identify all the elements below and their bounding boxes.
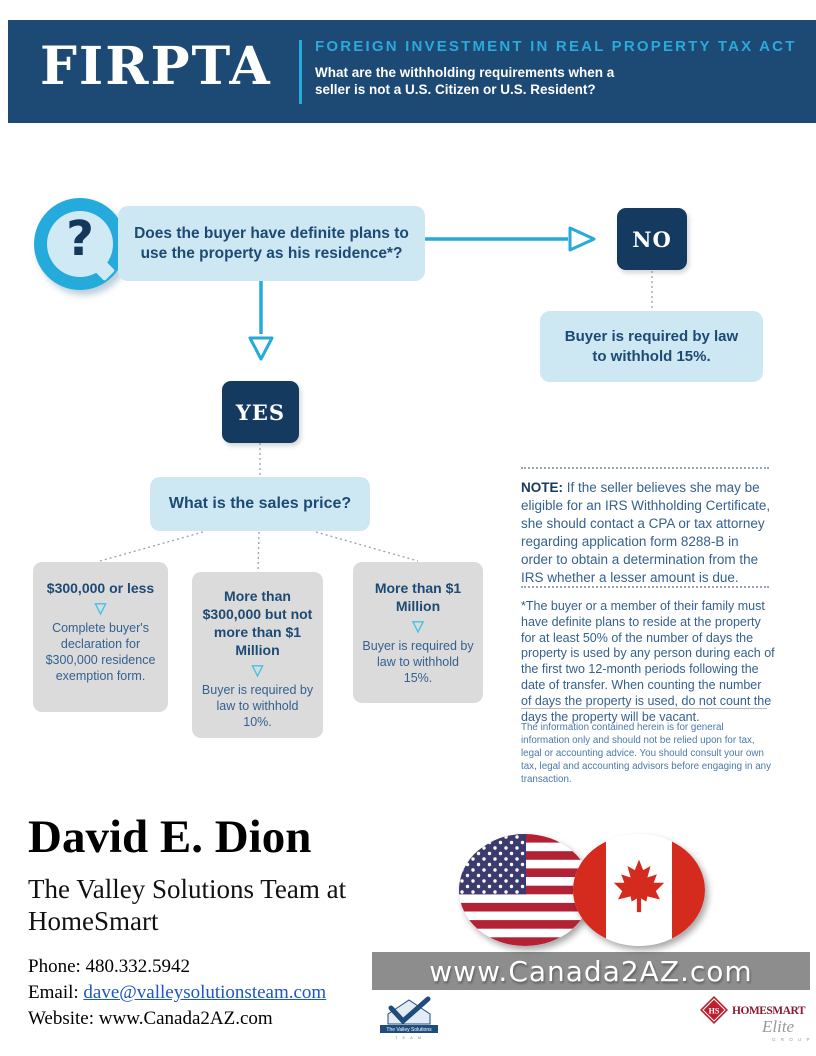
header-text-block	[315, 38, 805, 98]
dotted-separator	[521, 467, 769, 469]
homesmart-elite: Elite	[762, 1017, 795, 1036]
sales-price-question-box: What is the sales price?	[150, 477, 370, 531]
note-text: If the seller believes she may be eligible for an IRS Withholding Certificate, she should contact a CPA or tax attorney regarding application form 8288-B in order to obtain a determination from the IRS whether a lesser amount is due.	[521, 480, 771, 585]
phone-label: Phone:	[28, 956, 86, 977]
thin-separator	[521, 708, 767, 709]
phone-number: 480.332.5942	[85, 956, 191, 977]
down-triangle-icon: ▽	[94, 600, 107, 617]
phone-line	[28, 954, 326, 980]
homesmart-logo	[698, 994, 812, 1048]
branch-box-300k-or-less	[33, 562, 168, 712]
dotted-connector-branch2	[258, 532, 259, 571]
down-triangle-icon: ▽	[412, 618, 424, 635]
dotted-connector-branch3	[316, 532, 418, 561]
down-arrowhead-icon	[250, 338, 272, 359]
note-label: NOTE:	[521, 480, 563, 495]
firpta-brand-title: FIRPTA	[40, 36, 272, 97]
question-mark-icon	[34, 198, 126, 290]
dotted-separator	[521, 586, 769, 588]
branch-box-300k-to-1m	[192, 572, 323, 738]
dotted-connector-branch1	[100, 532, 203, 561]
homesmart-group: G R O U P	[772, 1037, 812, 1042]
homesmart-diamond-monogram: HS	[708, 1006, 720, 1016]
no-result-box: Buyer is required by law to withhold 15%.	[540, 311, 763, 382]
header-subtitle-line1: What are the withholding requirements when a	[315, 65, 615, 80]
no-node: NO	[617, 208, 687, 270]
asterisk-footnote: *The buyer or a member of their family must have definite plans to reside at the property for at least 50% of the number of days the property is used by any person during each of the first two 12-month periods following the date of transfer. When counting the number of days the property is used, do not count the days the property will be vacant.	[521, 599, 775, 724]
branch-heading: More than $1 Million	[374, 580, 462, 614]
branch-body: Buyer is required by law to withhold 15%.	[362, 639, 474, 685]
team-line1: The Valley Solutions Team at	[28, 874, 347, 904]
contact-details	[28, 954, 326, 1032]
website-label: Website:	[28, 1008, 99, 1029]
email-line	[28, 980, 326, 1006]
yes-node: YES	[222, 381, 299, 443]
valley-logo-text: The Valley Solutions	[386, 1027, 432, 1033]
homesmart-name: HOMESMART	[732, 1005, 806, 1017]
header-title: FOREIGN INVESTMENT IN REAL PROPERTY TAX ACT	[315, 38, 797, 55]
agent-name: David E. Dion	[28, 811, 312, 863]
right-arrowhead-icon	[570, 228, 594, 250]
branch-box-over-1m	[353, 562, 483, 703]
note-paragraph	[521, 479, 771, 587]
question-glyph: ?	[66, 211, 94, 267]
valley-logo-subtext: T E A M	[395, 1035, 423, 1040]
website-url: www.Canada2AZ.com	[98, 1008, 273, 1029]
branch-heading: More than $300,000 but not more than $1 Million	[202, 588, 313, 658]
us-flag-icon	[459, 834, 591, 946]
header-banner	[8, 20, 816, 123]
canada-flag-icon	[573, 834, 705, 946]
header-subtitle-line2: seller is not a U.S. Citizen or U.S. Resident?	[315, 82, 596, 97]
branch-body: Complete buyer's declaration for $300,000 residence exemption form.	[45, 621, 156, 683]
team-line2: HomeSmart	[28, 906, 159, 936]
website-banner: www.Canada2AZ.com	[372, 952, 810, 990]
email-link[interactable]: dave@valleysolutionsteam.com	[83, 982, 327, 1003]
branch-heading: $300,000 or less	[46, 580, 155, 596]
header-divider	[299, 40, 302, 104]
email-label: Email:	[28, 982, 84, 1003]
down-triangle-icon: ▽	[251, 662, 264, 679]
website-line	[28, 1006, 326, 1032]
question-box: Does the buyer have definite plans to use the property as his residence*?	[118, 206, 425, 281]
branch-body: Buyer is required by law to withhold 10%.	[201, 683, 314, 729]
disclaimer-paragraph: The information contained herein is for general information only and should not be relied upon for tax, legal or accounting advice. You should consult your own tax, legal and accounting advisors before engaging in any transaction.	[521, 722, 771, 785]
valley-solutions-logo	[378, 994, 440, 1042]
